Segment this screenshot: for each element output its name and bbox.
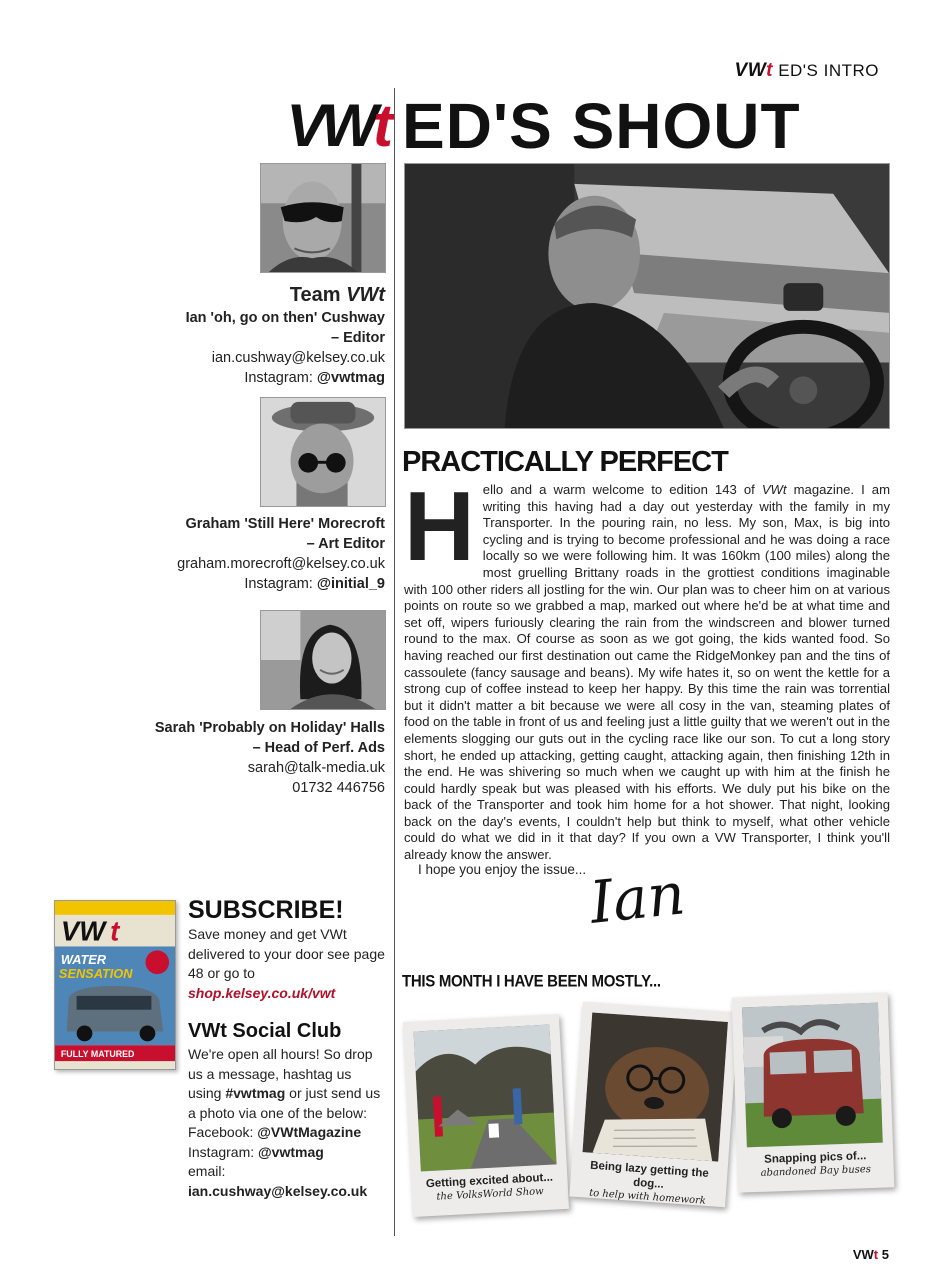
article-brand: VWt: [761, 482, 787, 497]
instagram-handle[interactable]: @vwtmag: [258, 1143, 324, 1160]
staff-name: Sarah 'Probably on Holiday' Halls: [154, 720, 385, 736]
editor-photo: [260, 163, 386, 273]
polaroid-photo-dog: [583, 1012, 728, 1161]
staff-name: Graham 'Still Here' Morecroft: [185, 516, 385, 532]
subscribe-link[interactable]: shop.kelsey.co.uk/vwt: [188, 984, 336, 1001]
polaroid-caption: Being lazy getting the dog...: [589, 1159, 710, 1191]
facebook-label: Facebook:: [188, 1124, 258, 1140]
instagram-handle[interactable]: @vwtmag: [316, 370, 385, 386]
team-label-prefix: Team: [289, 284, 347, 306]
polaroid-subcaption: to help with homework: [588, 1187, 707, 1207]
cover-headline-b: SENSATION: [58, 966, 133, 982]
logo-vw: VW: [286, 92, 374, 159]
staff-instagram: [177, 574, 385, 594]
polaroid-subcaption: abandoned Bay buses: [760, 1164, 872, 1179]
magazine-cover[interactable]: [54, 900, 176, 1070]
subscribe-body: [188, 925, 388, 1003]
column-divider: [394, 88, 395, 1236]
footer-page: 5: [881, 1247, 889, 1262]
polaroid-show: [403, 1014, 569, 1217]
staff-name: Ian 'oh, go on then' Cushway: [185, 310, 385, 326]
vwt-logo: [240, 92, 388, 159]
social-body: [188, 1045, 388, 1201]
staff-ads-head: [155, 718, 385, 798]
staff-phone: 01732 446756: [292, 780, 385, 796]
subscribe-heading: SUBSCRIBE!: [188, 896, 344, 924]
header-section-label: ED'S INTRO: [778, 61, 879, 80]
staff-role: – Head of Perf. Ads: [252, 740, 385, 756]
polaroid-photo-show: [414, 1025, 557, 1172]
header-brand-vw: VW: [734, 60, 767, 81]
staff-role: – Editor: [331, 330, 385, 346]
social-intro-b: or just send us a photo via one of the below:: [188, 1085, 381, 1121]
facebook-handle[interactable]: @VWtMagazine: [257, 1124, 362, 1140]
header-brand-t: t: [766, 60, 773, 81]
page-title: ED'S SHOUT: [402, 90, 801, 162]
subscribe-text: Save money and get VWt delivered to your door see page 48 or go to: [188, 926, 385, 981]
drop-cap: H: [404, 471, 475, 581]
team-label-brand: VWt: [346, 284, 385, 306]
section-header: [735, 60, 879, 82]
polaroid-photo-bus: [742, 1003, 883, 1148]
instagram-handle[interactable]: @initial_9: [316, 576, 385, 592]
polaroid-bus: [732, 992, 895, 1192]
art-editor-photo: [260, 397, 386, 507]
page-number: [853, 1247, 889, 1262]
cover-logo-t: t: [110, 915, 120, 947]
polaroid-caption: Getting excited about...: [425, 1171, 554, 1191]
staff-email[interactable]: graham.morecroft@kelsey.co.uk: [177, 556, 385, 572]
staff-instagram: [186, 368, 385, 388]
email-label: email:: [188, 1163, 226, 1179]
article-signoff: I hope you enjoy the issue...: [418, 862, 587, 877]
polaroid-dog: [569, 1002, 738, 1207]
month-heading: THIS MONTH I HAVE BEEN MOSTLY...: [402, 972, 661, 991]
staff-email[interactable]: ian.cushway@kelsey.co.uk: [211, 350, 385, 366]
staff-email[interactable]: sarah@talk-media.uk: [247, 760, 385, 776]
logo-t: t: [373, 92, 388, 159]
instagram-label: Instagram:: [188, 1143, 259, 1160]
social-intro-a: We're open all hours! So drop us a message, hashtag us using: [188, 1046, 373, 1101]
article-body: [404, 471, 890, 864]
social-hashtag[interactable]: #vwtmag: [225, 1085, 286, 1101]
staff-role: – Art Editor: [306, 536, 385, 552]
cover-headline-a: WATER: [60, 952, 107, 968]
polaroid-caption: Snapping pics of...: [763, 1150, 867, 1166]
cover-logo-vw: VW: [60, 915, 106, 947]
staff-art-editor: [177, 514, 385, 594]
ads-head-photo: [260, 610, 386, 710]
article-intro: ello and a warm welcome to edition 143 of: [482, 482, 762, 497]
instagram-label: Instagram:: [244, 370, 317, 386]
article-text: magazine. I am writing this having had a day out yesterday with the family in my Transporter. In the pouring rain, no less. My son, Max, is big into cycling and is trying to become professional and he was doing a race locally so we were following him. It was 160km (100 miles) along the most gruelling Brittany roads in the grottiest conditions imaginable with 100 other riders all jostling for the win. Our plan was to cheer him on at various points on route so we grabbed a map, marked out where he'd be at what time and set off, wipers furiously clearing the rain from the windscreen and blower turned round to the max. Of course as soon as we got going, the kids wanted food. So having reached our first destination out came the RidgeMonkey pan and the tins of cassoulete (fancy sausage and beans). My wife hates it, so on went the kettle for a strong cup of coffee instead to keep her happy. By this time the rain was torrential but it didn't matter a bit because we were all cosy in the van, steaming plates of food on the table in front of us and feeling just a little guilty that we weren't out in the elements slogging our guts out in the cycling race like our son. To cut a long story short, he ended up attacking, getting caught, attacking again, then finishing 12th in the end. He was shivering so much when we caught up with him at the finish he could hardly speak but was pleased with his efforts. We duly put his bike on the back of the Transporter and took him home for a hot shower. That night, looking back on the day's events, I couldn't help but think to myself, what other vehicle could do what we did in it that day? If you own a VW Transporter, I think you'll already know the answer.: [404, 482, 890, 863]
cover-banner: FULLY MATURED: [60, 1049, 135, 1060]
footer-brand-vw: VW: [852, 1247, 874, 1262]
article-heading: PRACTICALLY PERFECT: [402, 446, 728, 478]
team-label: [186, 282, 385, 308]
social-email[interactable]: ian.cushway@kelsey.co.uk: [188, 1182, 368, 1199]
editor-signature: Ian: [586, 859, 689, 937]
staff-editor: [186, 282, 385, 388]
social-heading: VWt Social Club: [188, 1020, 342, 1042]
polaroid-subcaption: the VolksWorld Show: [436, 1186, 545, 1203]
footer-brand-t: t: [873, 1247, 879, 1262]
hero-photo-driver: [404, 163, 890, 429]
instagram-label: Instagram:: [244, 576, 317, 592]
